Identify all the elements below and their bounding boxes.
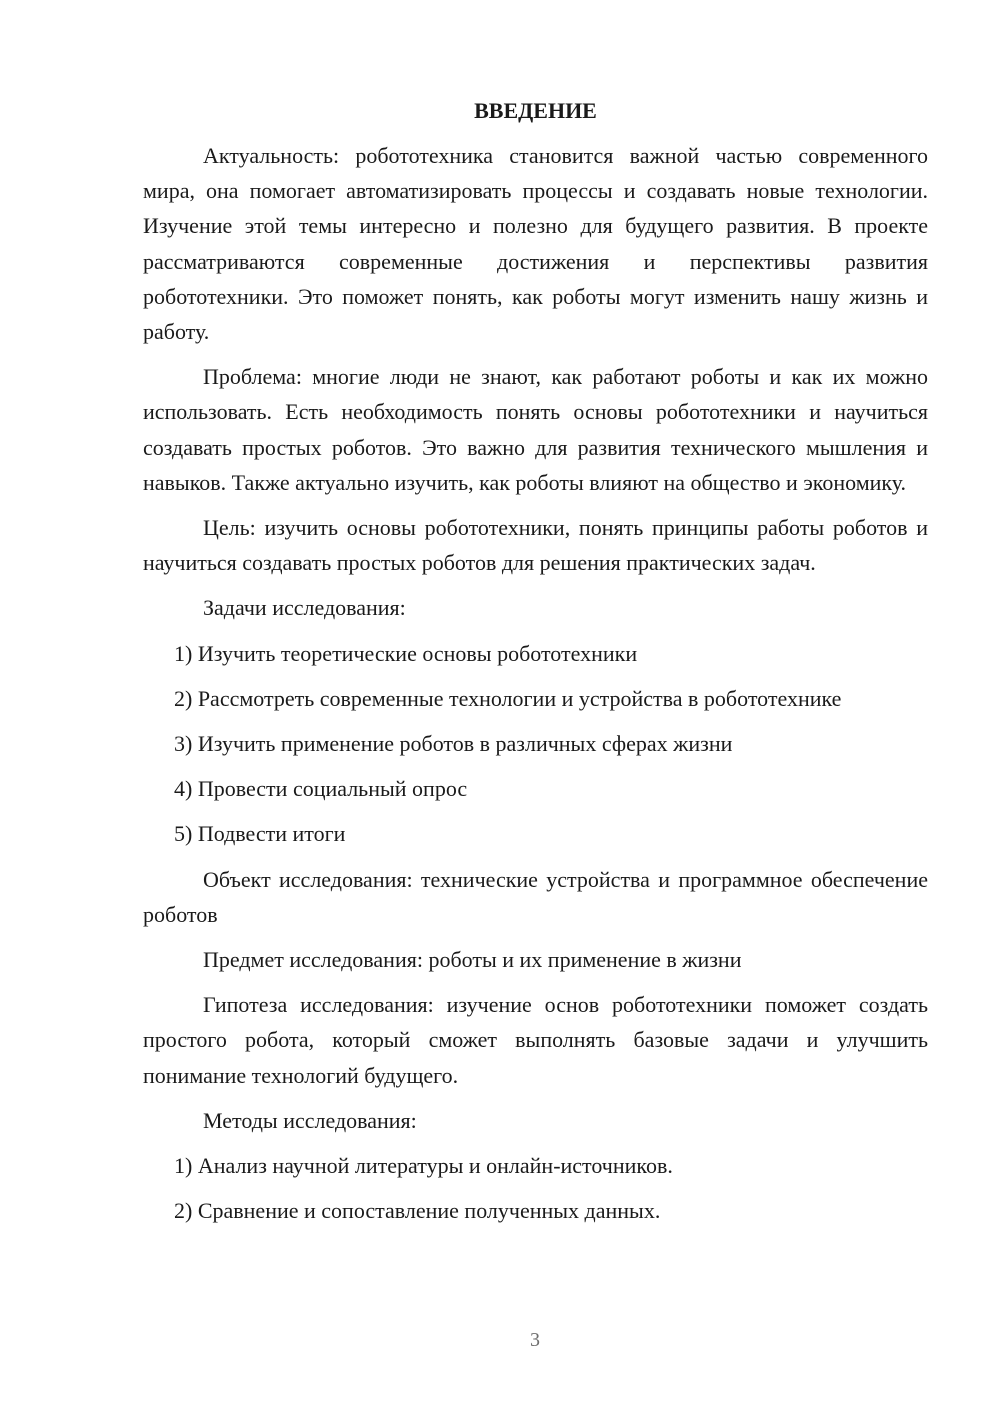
page-title: ВВЕДЕНИЕ [474, 98, 597, 123]
list-item: 3) Изучить применение роботов в различных сферах жизни [174, 731, 733, 757]
list-item: 2) Рассмотреть современные технологии и устройства в робототехнике [174, 685, 842, 711]
object-paragraph: Объект исследования: технические устройства и программное обеспечение роботов [143, 866, 928, 927]
page-content [143, 94, 928, 1238]
list-item: 4) Провести социальный опрос [174, 776, 468, 802]
list-item: 1) Анализ научной литературы и онлайн-источников. [174, 1153, 673, 1179]
subject-paragraph: Предмет исследования: роботы и их применение в жизни [203, 947, 742, 973]
methods-heading: Методы исследования: [203, 1107, 417, 1133]
goal-paragraph: Цель: изучить основы робототехники, понять принципы работы роботов и научиться создавать простых роботов для решения практических задач. [143, 515, 928, 576]
problem-paragraph: Проблема: многие люди не знают, как работают роботы и как их можно использовать. Есть необходимость понять основы робототехники и научиться создавать простых роботов. Это важно для развития технического мышления и навыков. Также актуально изучить, как роботы влияют на общество и экономику. [143, 364, 928, 495]
list-item: 2) Сравнение и сопоставление полученных данных. [174, 1198, 661, 1224]
relevance-paragraph: Актуальность: робототехника становится важной частью современного мира, она помогает автоматизировать процессы и создавать новые технологии. Изучение этой темы интересно и полезно для будущего развития. В проекте рассматриваются современные достижения и перспективы развития робототехники. Это поможет понять, как роботы могут изменить нашу жизнь и работу. [143, 143, 928, 345]
methods-list [143, 1148, 928, 1228]
list-item: 5) Подвести итоги [174, 821, 346, 847]
tasks-list [143, 636, 928, 852]
hypothesis-paragraph: Гипотеза исследования: изучение основ робототехники поможет создать простого робота, который сможет выполнять базовые задачи и улучшить понимание технологий будущего. [143, 992, 928, 1088]
page-number: 3 [530, 1329, 540, 1351]
list-item: 1) Изучить теоретические основы робототехники [174, 640, 638, 666]
tasks-heading: Задачи исследования: [203, 595, 406, 621]
